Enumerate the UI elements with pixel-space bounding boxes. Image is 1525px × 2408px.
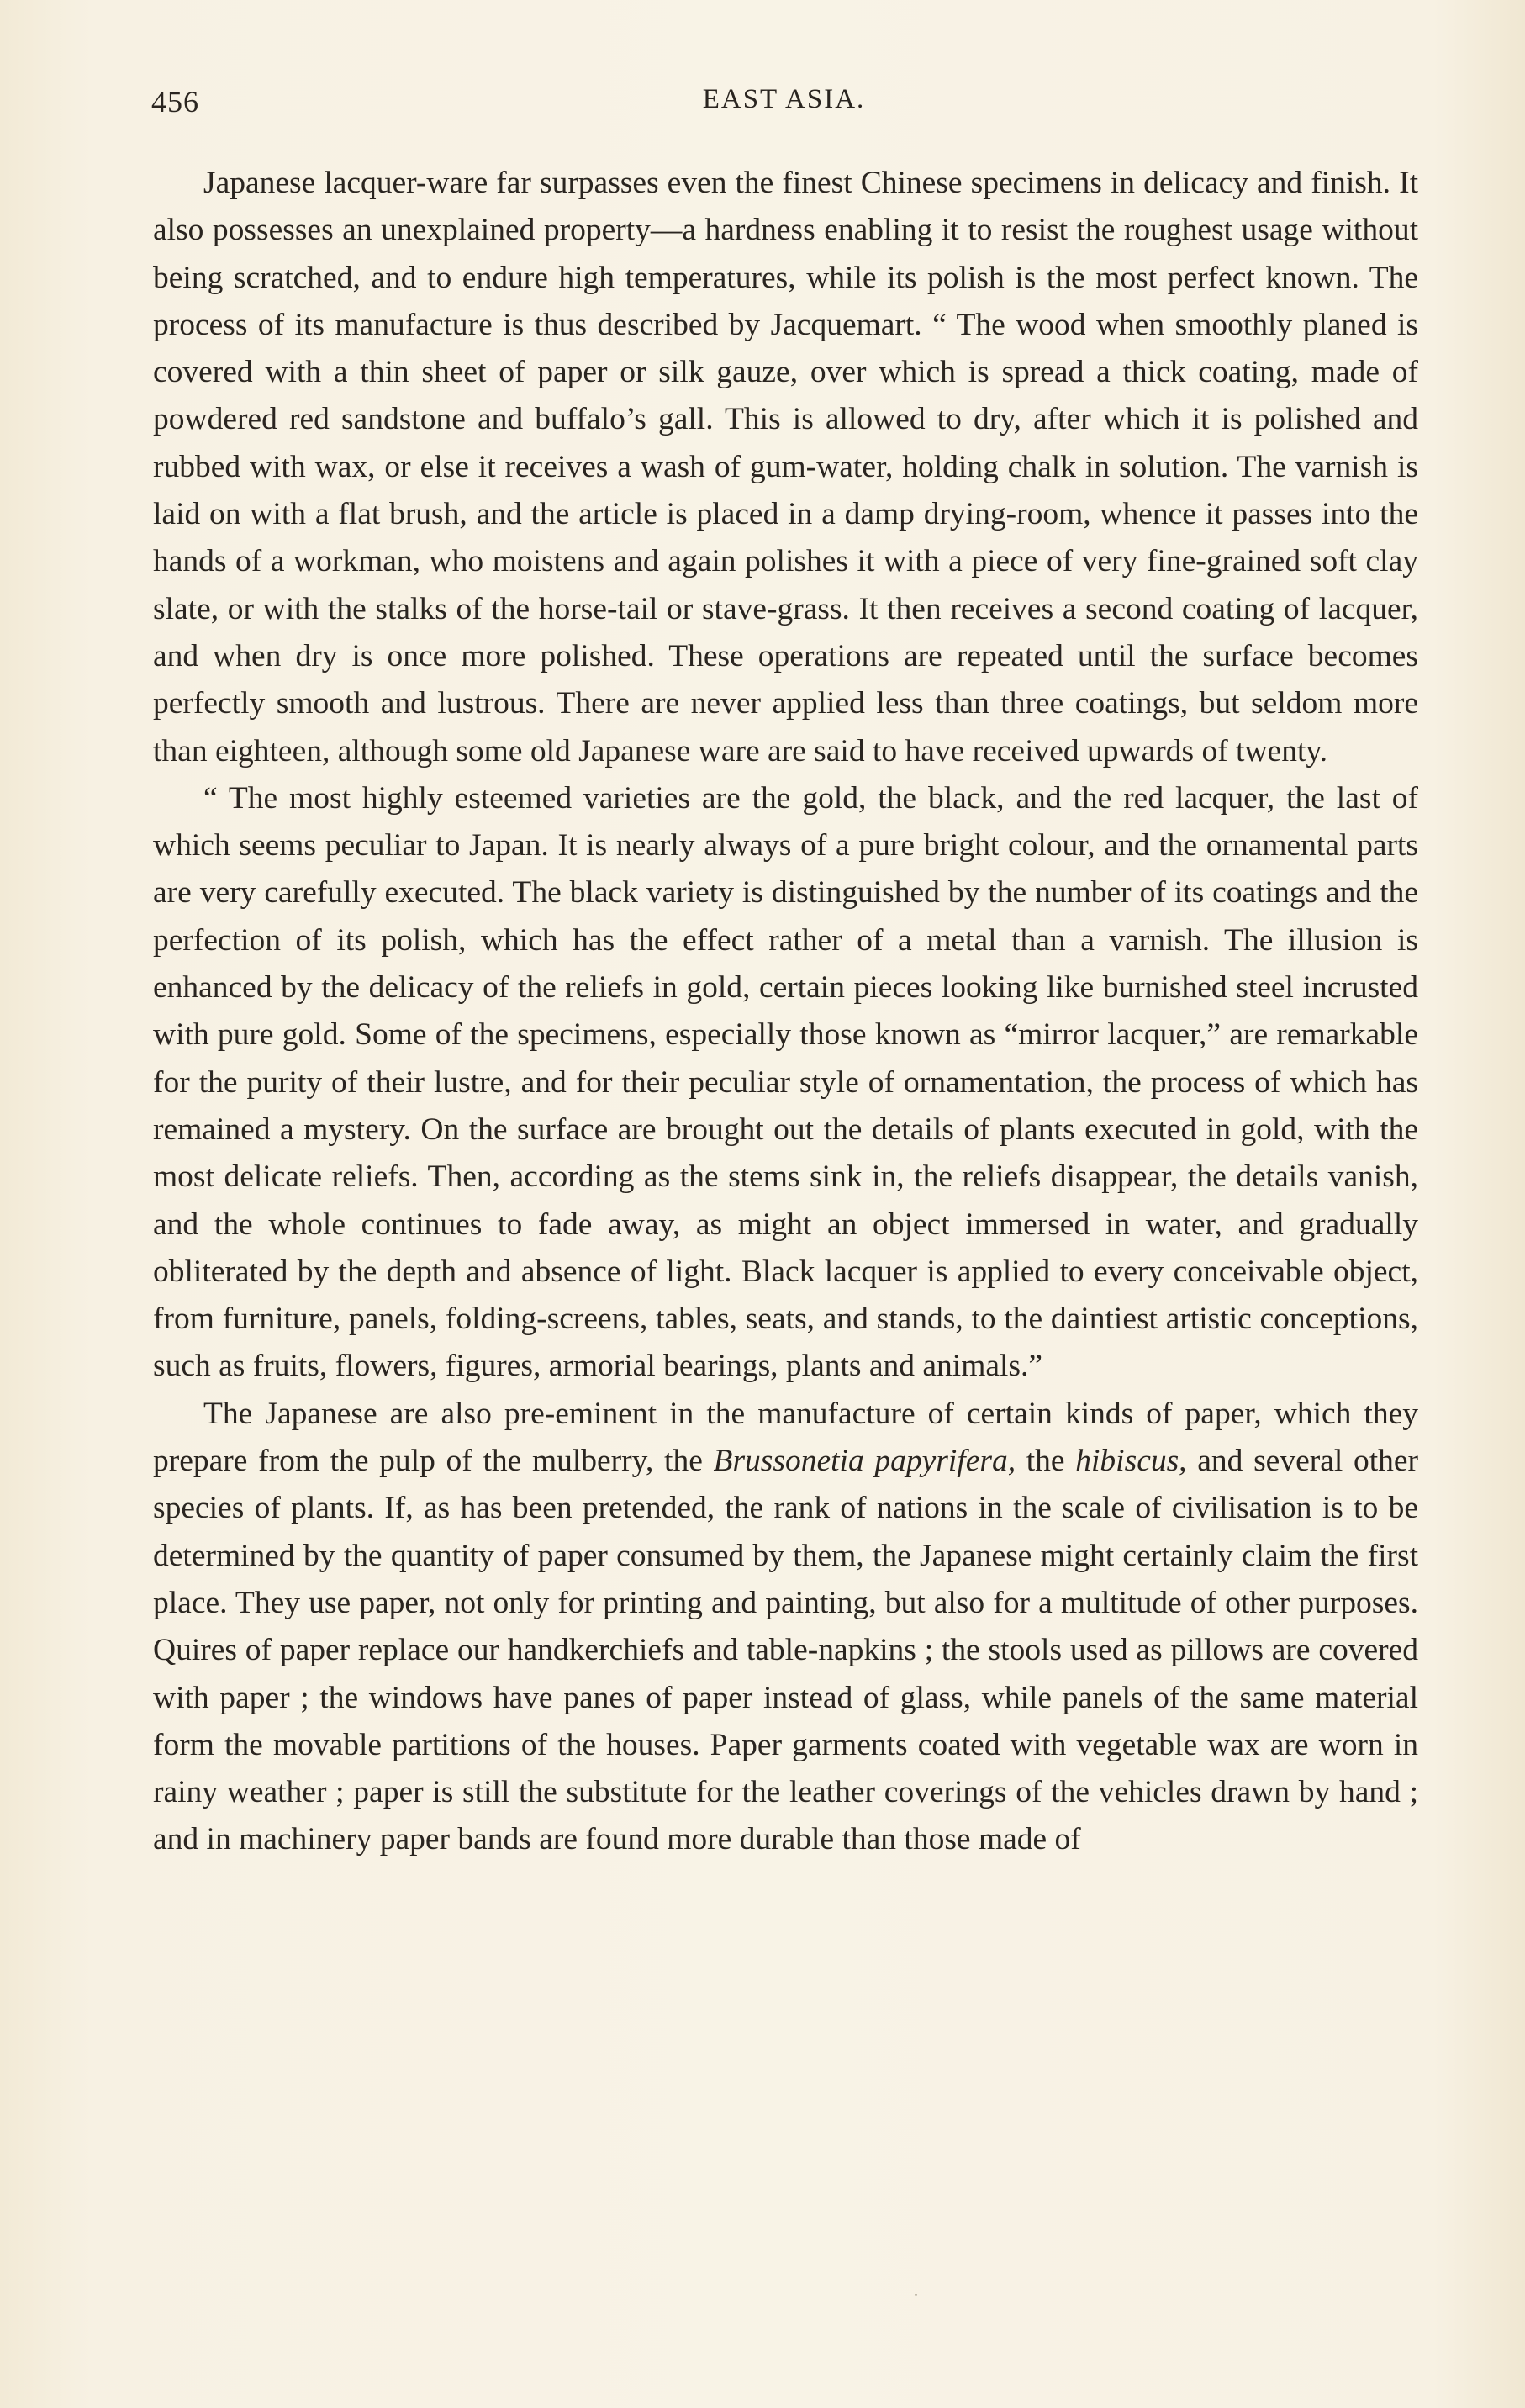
paragraph-paper-manufacture xyxy=(153,1391,1418,1864)
italic-plant-name: hibiscus, xyxy=(1075,1444,1187,1479)
paper-speck xyxy=(915,2294,917,2296)
page-number: 456 xyxy=(151,85,199,119)
running-head xyxy=(151,84,1417,135)
paper-text-start: The Japanese are also pre-eminent in the manufacture of certain kinds of paper, which they prepare from the pulp of the mulberry, the xyxy=(153,1396,1418,1479)
paragraph-lacquer-process: Japanese lacquer-ware far surpasses even the finest Chinese specimens in delicacy and finish. It also possesses an unexplained property—a hardness enabling it to resist the roughest usage without being scratched, and to endure high temperatures, while its polish is the most perfect known. The process of its manufacture is thus described by Jacquemart. “ The wood when smoothly planed is covered with a thin sheet of paper or silk gauze, over which is spread a thick coating, made of powdered red sandstone and buffalo’s gall. This is allowed to dry, after which it is polished and rubbed with wax, or else it receives a wash of gum-water, holding chalk in solution. The varnish is laid on with a flat brush, and the article is placed in a damp drying-room, whence it passes into the hands of a workman, who moistens and again polishes it with a piece of very fine-grained soft clay slate, or with the stalks of the horse-tail or stave-grass. It then receives a second coating of lacquer, and when dry is once more polished. These operations are repeated until the surface becomes perfectly smooth and lustrous. There are never applied less than three coatings, but seldom more than eighteen, although some old Japanese ware are said to have received upwards of twenty. xyxy=(153,166,1418,768)
italic-species-name: Brussonetia papyrifera, xyxy=(713,1444,1016,1479)
page-header-title: EAST ASIA. xyxy=(702,84,866,114)
paper-text-end: and several other species of plants. If, as has been pretended, the rank of nations in the scale of civilisation is to be determined by the quantity of paper consumed by them, the Japanese might certainly claim the first place. They use paper, not only for printing and painting, but also for a multitude of other purposes. Quires of paper replace our handkerchiefs and table-napkins ; the stools used as pillows are covered with paper ; the windows have panes of paper instead of glass, while panels of the same material form the movable partitions of the houses. Paper garments coated with vegetable wax are worn in rainy weather ; paper is still the substitute for the leather coverings of the vehicles drawn by hand ; and in machinery paper bands are found more durable than those made of xyxy=(153,1444,1418,1857)
paragraph-lacquer-varieties: “ The most highly esteemed varieties are the gold, the black, and the red lacquer, the last of which seems peculiar to Japan. It is nearly always of a pure bright colour, and the ornamental parts are very carefully executed. The black variety is distinguished by the number of its coatings and the perfection of its polish, which has the effect rather of a metal than a varnish. The illusion is enhanced by the delicacy of the reliefs in gold, certain pieces looking like burnished steel incrusted with pure gold. Some of the specimens, especially those known as “mirror lacquer,” are remarkable for the purity of their lustre, and for their peculiar style of ornamentation, the process of which has remained a mystery. On the surface are brought out the details of plants executed in gold, with the most delicate reliefs. Then, according as the stems sink in, the reliefs disappear, the details vanish, and the whole continues to fade away, as might an object immersed in water, and gradually obliterated by the depth and absence of light. Black lacquer is applied to every conceivable object, from furniture, panels, folding-screens, tables, seats, and stands, to the daintiest artistic conceptions, such as fruits, flowers, figures, armorial bearings, plants and animals.” xyxy=(153,780,1418,1384)
body-text xyxy=(153,160,1418,1864)
paper-text-between: the xyxy=(1016,1444,1076,1479)
